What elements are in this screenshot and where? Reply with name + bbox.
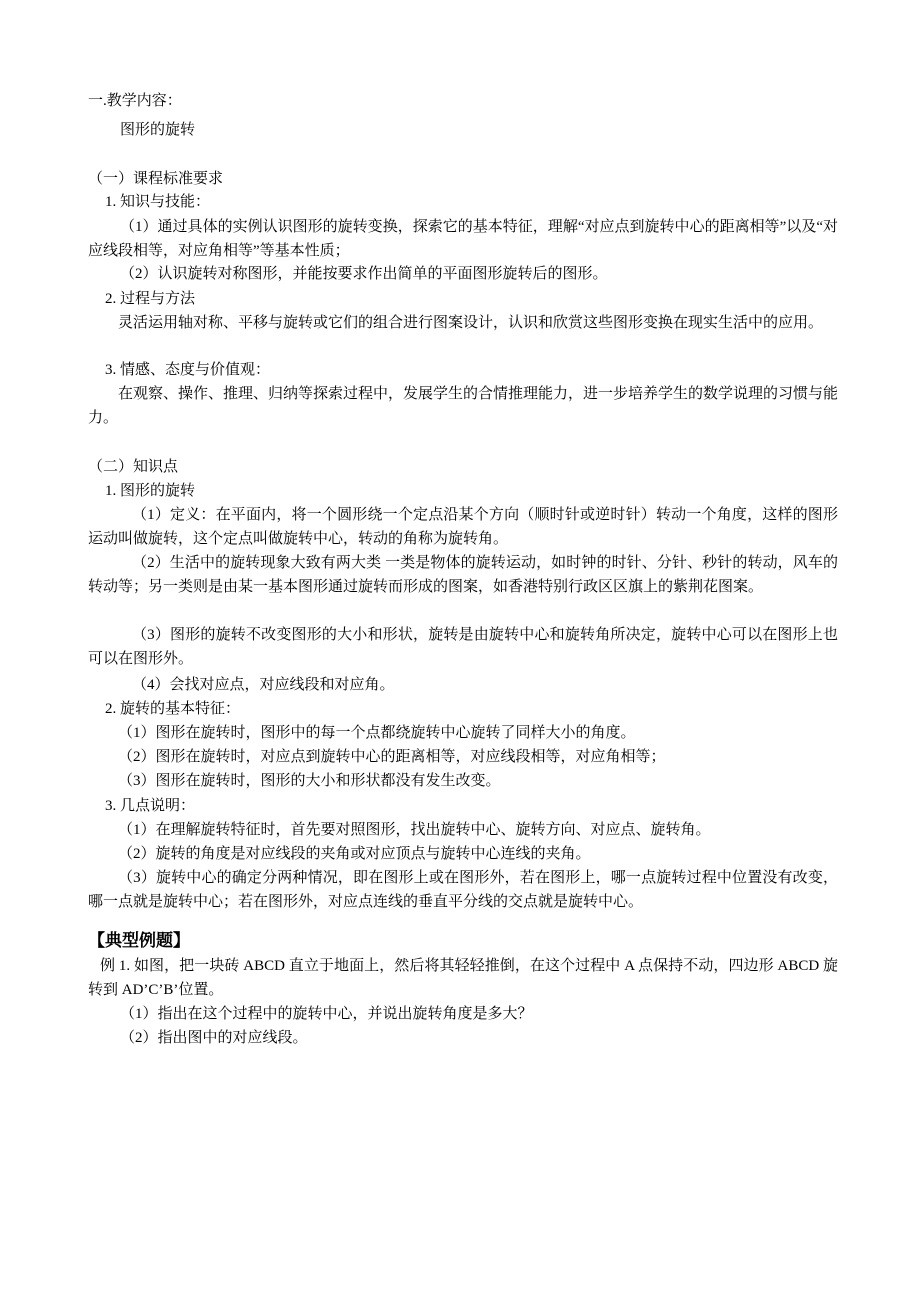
- standards-heading: （一）课程标准要求: [88, 171, 224, 187]
- section-heading: 一.教学内容：: [88, 93, 182, 109]
- paragraph: （1）在理解旋转特征时，首先要对照图形，找出旋转中心、旋转方向、对应点、旋转角。: [118, 822, 711, 838]
- paragraph: （2）生活中的旋转现象大致有两大类 一类是物体的旋转运动，如时钟的时针、分针、秒针的转动，风车的转动等；另一类则是由某一基本图形通过旋转而形成的图案，如香港特别行政区区旗上的紫荆花图案。: [88, 555, 838, 595]
- question: （2）指出图中的对应线段。: [120, 1030, 308, 1046]
- paragraph: 灵活运用轴对称、平移与旋转或它们的组合进行图案设计，认识和欣赏这些图形变换在现实生活中的应用。: [118, 315, 824, 331]
- subheading: 3. 几点说明：: [105, 798, 196, 814]
- question: （1）指出在这个过程中的旋转中心，并说出旋转角度是多大？: [120, 1006, 533, 1022]
- knowledge-heading: （二）知识点: [88, 459, 179, 475]
- subheading: 1. 图形的旋转: [105, 483, 196, 499]
- paragraph: 在观察、操作、推理、归纳等探索过程中，发展学生的合情推理能力，进一步培养学生的数学说理的习惯与能力。: [88, 386, 839, 426]
- paragraph: （1）图形在旋转时，图形中的每一个点都绕旋转中心旋转了同样大小的角度。: [118, 725, 636, 741]
- paragraph: （4）会找对应点，对应线段和对应角。: [132, 677, 395, 693]
- paragraph: （3）旋转中心的确定分两种情况，即在图形上或在图形外，若在图形上，哪一点旋转过程中位置没有改变，哪一点就是旋转中心；若在图形外，对应点连线的垂直平分线的交点就是旋转中心。: [88, 870, 838, 910]
- subheading: 3. 情感、态度与价值观：: [105, 362, 271, 378]
- subheading: 2. 过程与方法: [105, 291, 196, 307]
- example-1: 例 1. 如图，把一块砖 ABCD 直立于地面上，然后将其轻轻推倒，在这个过程中 A 点保持不动，四边形 ABCD 旋转到 AD’C’B’位置。: [88, 958, 838, 998]
- paragraph: （3）图形的旋转不改变图形的大小和形状，旋转是由旋转中心和旋转角所决定，旋转中心可以在图形上也可以在图形外。: [88, 627, 838, 667]
- paragraph: （3）图形在旋转时，图形的大小和形状都没有发生改变。: [118, 773, 501, 789]
- paragraph: （1）通过具体的实例认识图形的旋转变换，探索它的基本特征，理解“对应点到旋转中心的距离相等”以及“对应线段相等，对应角相等”等基本性质；: [88, 219, 838, 259]
- topic-title: 图形的旋转: [120, 122, 196, 138]
- examples-heading: 【典型例题】: [88, 931, 190, 950]
- paragraph: （1）定义：在平面内，将一个圆形绕一个定点沿某个方向（顺时针或逆时针）转动一个角度，这样的图形运动叫做旋转，这个定点叫做旋转中心，转动的角称为旋转角。: [88, 507, 838, 547]
- paragraph: （2）旋转的角度是对应线段的夹角或对应顶点与旋转中心连线的夹角。: [118, 846, 591, 862]
- subheading: 2. 旋转的基本特征：: [105, 701, 241, 717]
- subheading: 1. 知识与技能：: [105, 194, 211, 210]
- paragraph: （2）图形在旋转时，对应点到旋转中心的距离相等，对应线段相等，对应角相等；: [118, 749, 666, 765]
- paragraph: （2）认识旋转对称图形，并能按要求作出简单的平面图形旋转后的图形。: [120, 266, 608, 282]
